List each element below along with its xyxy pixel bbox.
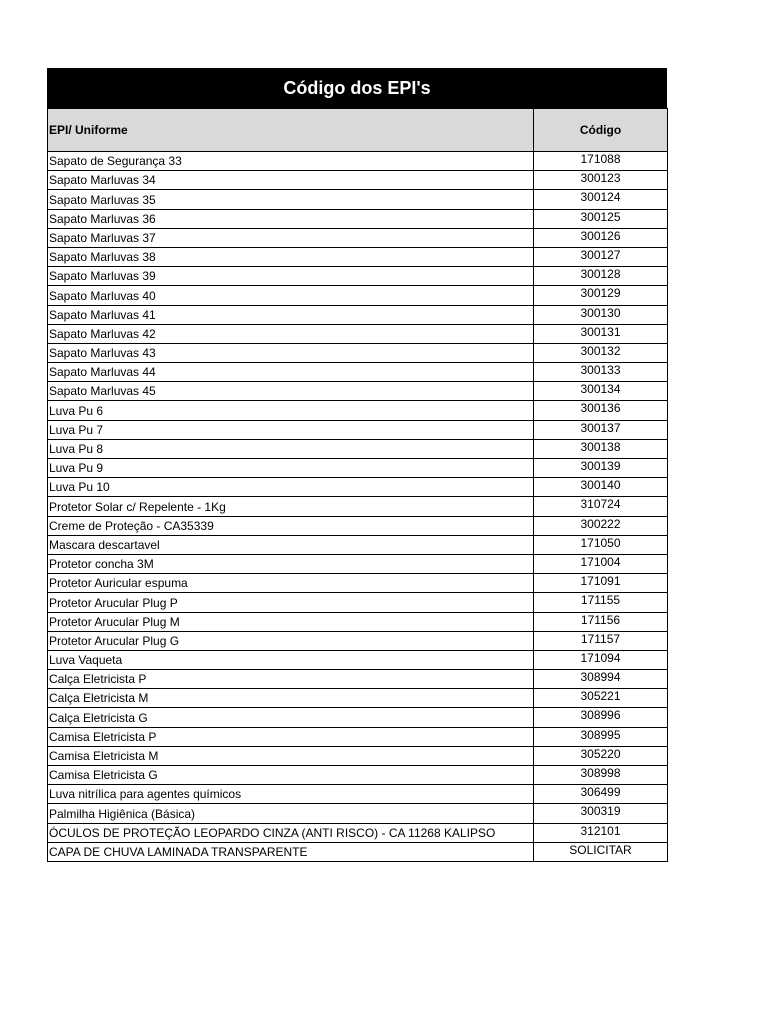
table-row (48, 612, 668, 631)
epi-item-code: 300133 (534, 363, 668, 382)
epi-item-name: Sapato Marluvas 43 (48, 343, 534, 362)
epi-item-name: Sapato Marluvas 34 (48, 171, 534, 190)
table-row (48, 670, 668, 689)
table-row (48, 574, 668, 593)
table-row (48, 804, 668, 823)
epi-item-code: 305221 (534, 689, 668, 708)
table-row (48, 554, 668, 573)
epi-item-name: Protetor Arucular Plug G (48, 631, 534, 650)
epi-item-code: 300126 (534, 228, 668, 247)
epi-item-code: 300124 (534, 190, 668, 209)
epi-item-code: 171088 (534, 152, 668, 171)
table-row (48, 286, 668, 305)
table-row (48, 459, 668, 478)
epi-item-code: 312101 (534, 823, 668, 842)
table-row (48, 305, 668, 324)
table-row (48, 190, 668, 209)
epi-item-name: Protetor Arucular Plug M (48, 612, 534, 631)
table-row (48, 420, 668, 439)
epi-item-name: Sapato Marluvas 36 (48, 209, 534, 228)
epi-item-name: Sapato Marluvas 45 (48, 382, 534, 401)
epi-item-name: Sapato Marluvas 42 (48, 324, 534, 343)
table-row (48, 171, 668, 190)
epi-item-code: 305220 (534, 746, 668, 765)
table-row (48, 401, 668, 420)
table-row (48, 766, 668, 785)
table-row (48, 842, 668, 861)
sheet-title: Código dos EPI's (47, 68, 667, 108)
epi-item-code: 300137 (534, 420, 668, 439)
table-row (48, 689, 668, 708)
epi-item-code: 300139 (534, 459, 668, 478)
epi-item-code: 308996 (534, 708, 668, 727)
epi-item-name: Luva Pu 7 (48, 420, 534, 439)
epi-item-code: 171156 (534, 612, 668, 631)
epi-item-code: 300130 (534, 305, 668, 324)
table-row (48, 497, 668, 516)
epi-item-code: 171157 (534, 631, 668, 650)
epi-item-name: Protetor concha 3M (48, 554, 534, 573)
epi-item-name: Camisa Eletricista P (48, 727, 534, 746)
epi-item-name: Sapato Marluvas 41 (48, 305, 534, 324)
epi-item-code: 308995 (534, 727, 668, 746)
epi-item-name: Protetor Arucular Plug P (48, 593, 534, 612)
epi-item-code: 300123 (534, 171, 668, 190)
table-row (48, 209, 668, 228)
epi-item-name: Protetor Solar c/ Repelente - 1Kg (48, 497, 534, 516)
table-row (48, 439, 668, 458)
table-row (48, 324, 668, 343)
epi-item-name: Calça Eletricista M (48, 689, 534, 708)
epi-item-name: Sapato de Segurança 33 (48, 152, 534, 171)
epi-item-name: Luva Pu 9 (48, 459, 534, 478)
epi-item-code: 300319 (534, 804, 668, 823)
epi-item-name: Palmilha Higiênica (Básica) (48, 804, 534, 823)
table-row (48, 593, 668, 612)
epi-item-name: Sapato Marluvas 38 (48, 247, 534, 266)
epi-item-name: Camisa Eletricista G (48, 766, 534, 785)
table-row (48, 785, 668, 804)
header-codigo: Código (534, 109, 668, 152)
epi-item-name: Sapato Marluvas 35 (48, 190, 534, 209)
table-row (48, 152, 668, 171)
header-epi-uniforme: EPI/ Uniforme (48, 109, 534, 152)
epi-item-name: Calça Eletricista P (48, 670, 534, 689)
epi-item-name: Calça Eletricista G (48, 708, 534, 727)
table-row (48, 631, 668, 650)
table-row (48, 247, 668, 266)
epi-item-code: 306499 (534, 785, 668, 804)
table-row (48, 823, 668, 842)
epi-item-name: Protetor Auricular espuma (48, 574, 534, 593)
table-row (48, 650, 668, 669)
epi-item-code: 300127 (534, 247, 668, 266)
epi-table (47, 108, 668, 862)
epi-item-code: 300136 (534, 401, 668, 420)
epi-item-code: 300222 (534, 516, 668, 535)
epi-item-name: Sapato Marluvas 37 (48, 228, 534, 247)
table-row (48, 535, 668, 554)
epi-item-code: 171091 (534, 574, 668, 593)
table-row (48, 228, 668, 247)
epi-item-name: CAPA DE CHUVA LAMINADA TRANSPARENTE (48, 842, 534, 861)
table-row (48, 382, 668, 401)
epi-item-code: 171004 (534, 554, 668, 573)
epi-item-code: 308998 (534, 766, 668, 785)
table-row (48, 746, 668, 765)
epi-item-name: Sapato Marluvas 39 (48, 267, 534, 286)
epi-item-code: 300138 (534, 439, 668, 458)
table-row (48, 727, 668, 746)
table-row (48, 267, 668, 286)
epi-item-name: Luva nitrílica para agentes químicos (48, 785, 534, 804)
epi-item-name: Camisa Eletricista M (48, 746, 534, 765)
epi-item-code: 308994 (534, 670, 668, 689)
epi-item-code: 300131 (534, 324, 668, 343)
epi-item-code: 300134 (534, 382, 668, 401)
epi-item-name: Luva Pu 10 (48, 478, 534, 497)
epi-item-name: Sapato Marluvas 40 (48, 286, 534, 305)
epi-item-code: 300140 (534, 478, 668, 497)
epi-code-sheet (47, 68, 667, 862)
epi-item-code: SOLICITAR (534, 842, 668, 861)
header-row (48, 109, 668, 152)
epi-item-name: Sapato Marluvas 44 (48, 363, 534, 382)
epi-item-code: 300125 (534, 209, 668, 228)
table-row (48, 516, 668, 535)
epi-item-code: 300132 (534, 343, 668, 362)
epi-item-code: 300128 (534, 267, 668, 286)
table-body (48, 152, 668, 862)
table-row (48, 343, 668, 362)
epi-item-code: 171155 (534, 593, 668, 612)
epi-item-name: Luva Vaqueta (48, 650, 534, 669)
epi-item-code: 300129 (534, 286, 668, 305)
epi-item-name: Creme de Proteção - CA35339 (48, 516, 534, 535)
epi-item-name: Luva Pu 8 (48, 439, 534, 458)
epi-item-name: Mascara descartavel (48, 535, 534, 554)
epi-item-name: Luva Pu 6 (48, 401, 534, 420)
table-row (48, 478, 668, 497)
table-row (48, 708, 668, 727)
epi-item-code: 310724 (534, 497, 668, 516)
epi-item-code: 171050 (534, 535, 668, 554)
epi-item-code: 171094 (534, 650, 668, 669)
table-row (48, 363, 668, 382)
epi-item-name: ÓCULOS DE PROTEÇÃO LEOPARDO CINZA (ANTI RISCO) - CA 11268 KALIPSO (48, 823, 534, 842)
